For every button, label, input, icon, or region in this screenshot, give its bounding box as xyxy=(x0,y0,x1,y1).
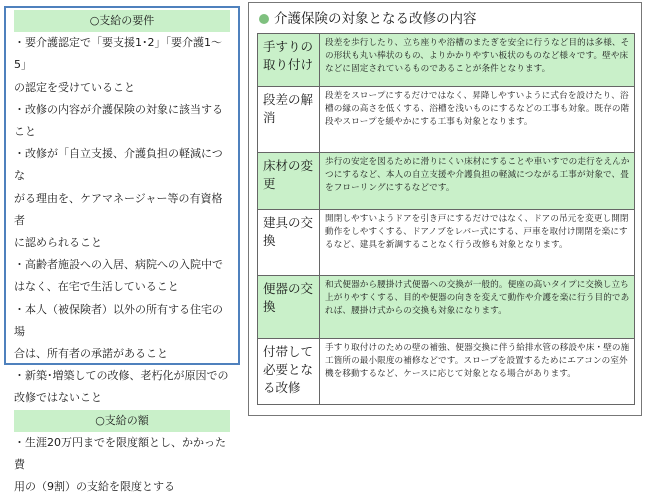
table-row xyxy=(258,34,635,87)
row-label: 便器の交換 xyxy=(258,276,320,339)
requirement-line: はなく、在宅で生活していること xyxy=(14,280,179,294)
row-label: 手すりの取り付け xyxy=(258,34,320,87)
table-row xyxy=(258,210,635,276)
requirement-line: ・新築･増築しての改修、老朽化が原因での xyxy=(14,369,229,383)
row-description: 開閉しやすいようドアを引き戸にするだけではなく、ドアの吊元を変更し開閉動作をしやすくする、ドアノブをレバー式にする、戸車を取付け開閉を楽にするなど、建具を新調することなく行う改修も対象となります。 xyxy=(320,210,635,276)
row-label: 段差の解消 xyxy=(258,87,320,153)
requirement-line: がる理由を、ケアマネージャー等の有資格者 xyxy=(14,191,223,227)
requirements-list xyxy=(14,32,230,409)
requirement-line: 合は、所有者の承諾があること xyxy=(14,347,168,361)
renovation-types-panel xyxy=(248,2,642,416)
requirement-line: 改修ではないこと xyxy=(14,391,102,405)
requirement-line: に認められること xyxy=(14,236,102,250)
row-description: 段差を歩行したり、立ち座りや浴槽のまたぎを安全に行うなど目的は多様、その形状も丸い棒状のもの、よりかかりやすい板状のものなど様々です。壁や床などに固定されているものであることが条件となります。 xyxy=(320,34,635,87)
row-description: 手すり取付けのための壁の補強、便器交換に伴う給排水管の移設や床・壁の施工箇所の最小限度の補修などです。スロープを設置するためにエアコンの室外機を移動するなど、ケースに応じて対象となる場合があります。 xyxy=(320,339,635,405)
table-row xyxy=(258,87,635,153)
amount-line: 用の（9割）の支給を限度とする xyxy=(14,480,175,494)
requirement-line: ・要介護認定で「要支援1･2」「要介護1～5」 xyxy=(14,36,222,72)
panel-title-text: 介護保険の対象となる改修の内容 xyxy=(274,11,477,27)
requirement-line: ・改修の内容が介護保険の対象に該当する xyxy=(14,102,223,116)
row-label: 付帯して必要となる改修 xyxy=(258,339,320,405)
panel-title xyxy=(259,9,477,29)
requirement-line: ・改修が「自立支援、介護負担の軽減につな xyxy=(14,147,223,183)
amount-heading: ○支給の額 xyxy=(14,410,230,432)
renovation-table xyxy=(257,33,635,405)
amount-list xyxy=(14,432,230,498)
bullet-icon xyxy=(259,14,269,24)
row-description: 段差をスロープにするだけではなく、昇降しやすいように式台を設けたり、浴槽の縁の高さを低くする、浴槽を浅いものにするなどの工事も対象。既存の階段やスロープを緩やかにする工事も対象となります。 xyxy=(320,87,635,153)
requirements-heading: ○支給の要件 xyxy=(14,10,230,32)
table-row xyxy=(258,339,635,405)
row-description: 歩行の安定を図るために滑りにくい床材にすることや車いすでの走行をえんかつにするなど、本人の自立支援や介護負担の軽減につながる工事が対象で、畳をフローリングにするなどです。 xyxy=(320,153,635,210)
requirement-line: こと xyxy=(14,125,36,139)
amount-line: ・生涯20万円までを限度額とし、かかった費 xyxy=(14,435,226,472)
support-requirements-panel xyxy=(4,6,240,494)
row-description: 和式便器から腰掛け式便器への交換が一般的。便座の高いタイプに交換し立ち上がりやすくする、目的や便器の向きを変えて動作や介護を楽に行う目的であれば、腰掛け式からの交換も対象になります。 xyxy=(320,276,635,339)
table-row xyxy=(258,153,635,210)
requirement-line: ・高齢者施設への入居、病院への入院中で xyxy=(14,258,223,272)
row-label: 建具の交換 xyxy=(258,210,320,276)
requirement-line: の認定を受けていること xyxy=(14,80,135,94)
requirement-line: ・本人（被保険者）以外の所有する住宅の場 xyxy=(14,302,223,338)
table-row xyxy=(258,276,635,339)
row-label: 床材の変更 xyxy=(258,153,320,210)
